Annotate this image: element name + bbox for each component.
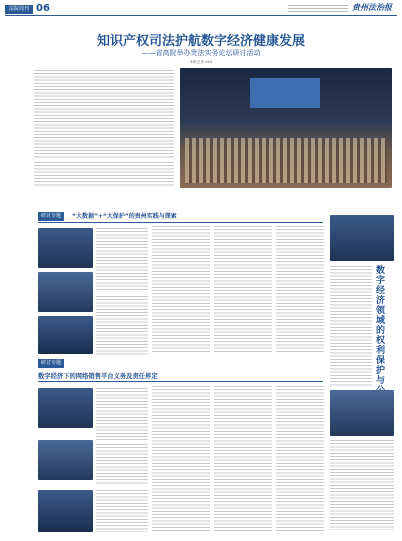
- right-col-text-2: [330, 440, 394, 530]
- section1-col4: [276, 226, 324, 354]
- section2-col2: [152, 386, 210, 532]
- side-headline: 数字经济领域的权利保护与: [376, 266, 386, 386]
- right-col-text: [330, 266, 372, 386]
- section1-title: “大数据”+“大保护”的贵州实践与探索: [72, 213, 177, 220]
- section1-tag: 研讨专题: [38, 212, 64, 221]
- section2-tag: 研讨专题: [38, 359, 64, 368]
- section1-col3: [214, 226, 272, 354]
- speaker-6-text: [96, 490, 148, 532]
- byline: 本报记者 XXX: [189, 60, 213, 64]
- speaker-photo-3: [38, 316, 93, 354]
- section-badge: 法院周刊: [5, 5, 33, 14]
- speaker-photo-6: [38, 490, 93, 532]
- speaker-4-text: [96, 388, 148, 440]
- speaker-5-text: [96, 444, 148, 484]
- section1-rule: [38, 222, 323, 223]
- header-rule: [5, 15, 397, 16]
- speaker-photo-5: [38, 440, 93, 480]
- speaker-1-text: [96, 228, 148, 292]
- conference-photo: [180, 68, 392, 188]
- newspaper-logo: 贵州法治报: [352, 3, 392, 12]
- speaker-photo-2: [38, 272, 93, 312]
- right-speaker-photo: [330, 215, 394, 261]
- section2-rule: [38, 381, 323, 382]
- page-title: 知识产权司法护航数字经济健康发展: [96, 34, 305, 49]
- page-subtitle: ——省高院举办贵法实务论坛研讨活动: [141, 49, 261, 57]
- section2-col3: [214, 386, 272, 532]
- section2-title: 数字经济下的网络销售平台义务及责任界定: [38, 373, 158, 380]
- stage-screen: [250, 78, 320, 108]
- audience-rows: [185, 138, 387, 183]
- speaker-photo-1: [38, 228, 93, 268]
- page-number: 06: [36, 3, 50, 14]
- right-speaker-photo-2: [330, 390, 394, 436]
- header-meta: [288, 5, 348, 12]
- section2-col4: [276, 386, 324, 532]
- intro-text: [34, 70, 174, 158]
- speaker-2-text: [96, 296, 148, 356]
- section1-col2: [152, 226, 210, 354]
- speaker-photo-4: [38, 388, 93, 428]
- intro-text-2: [34, 162, 174, 186]
